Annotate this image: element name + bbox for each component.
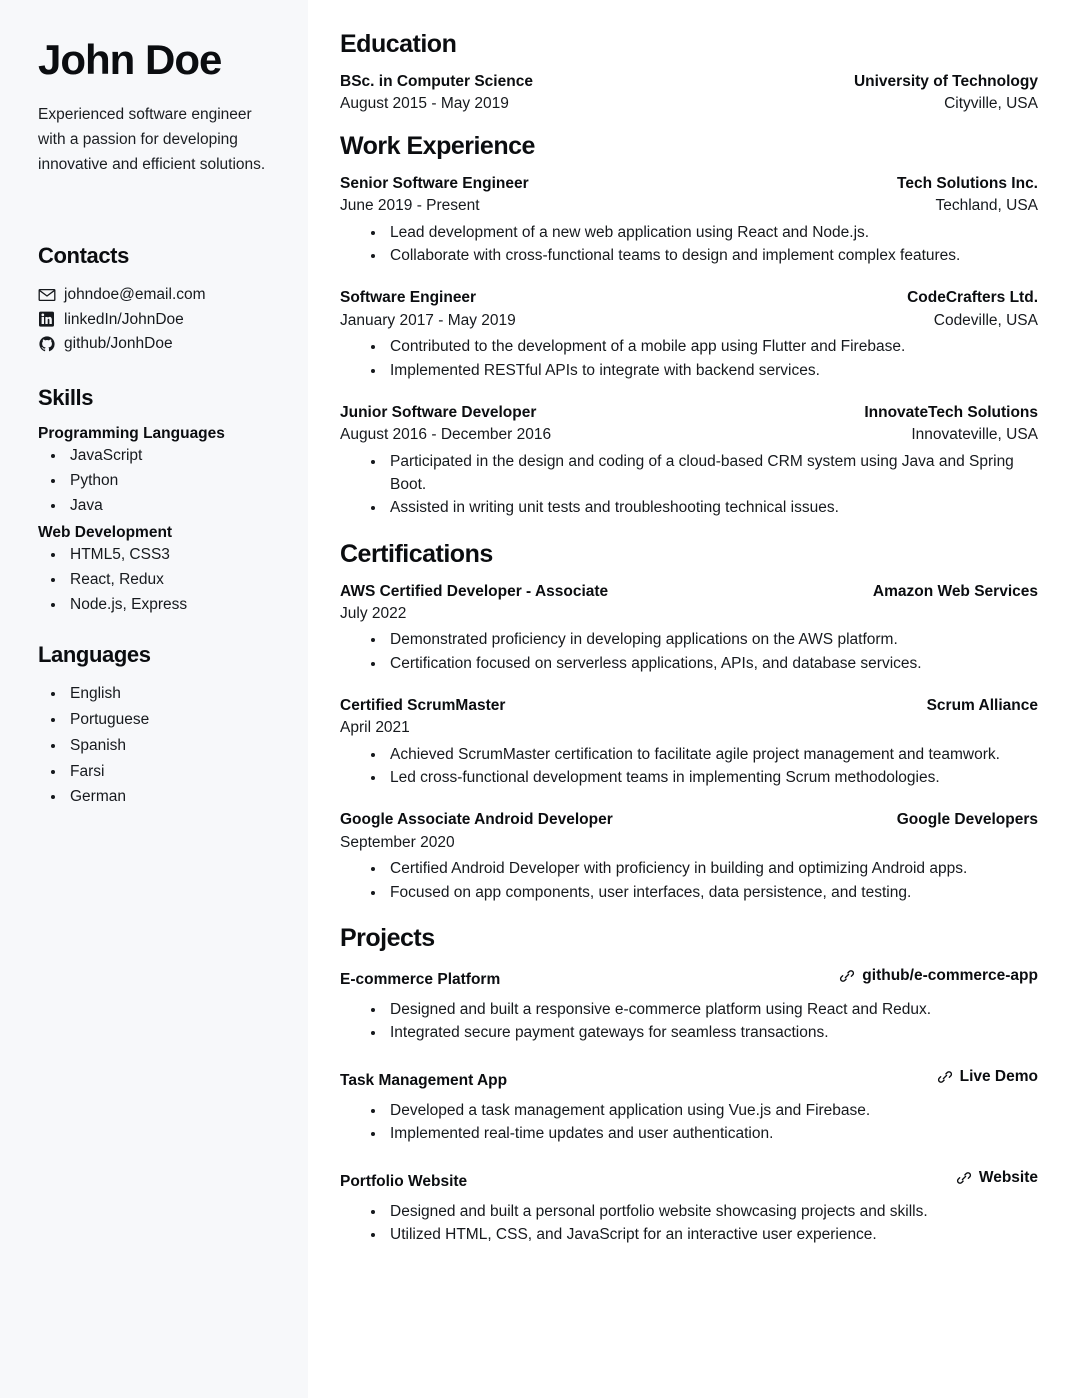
entry-title: Senior Software Engineer [340,174,529,192]
project-entry [340,1066,1038,1145]
entry-title: BSc. in Computer Science [340,73,533,90]
entry-location: Innovateville, USA [911,426,1038,444]
section-heading-work: Work Experience [340,131,535,160]
contact-label: github/JonhDoe [64,334,173,352]
entry-dates: August 2016 - December 2016 [340,426,552,444]
list-item: • Lead development of a new web application using React and Node.js. [386,221,1038,244]
project-entry [340,965,1038,1044]
entry-meta-row [340,310,1038,332]
entry-dates: January 2017 - May 2019 [340,311,516,329]
skill-list [38,543,276,616]
list-item: • Java [66,494,276,518]
skill-group [38,524,276,616]
certification-entry [340,695,1038,789]
entry-bullets [340,221,1038,268]
list-item: • Designed and built a personal portfolio website showcasing projects and skills. [386,1200,1038,1223]
project-link[interactable] [937,1066,1038,1088]
entry-bullets [340,998,1038,1045]
entry-title: Certified ScrumMaster [340,696,506,714]
main-content [308,0,1080,1398]
entry-dates: September 2020 [340,833,455,851]
section-heading-certifications: Certifications [340,539,493,568]
languages-heading: Languages [38,642,151,668]
entry-org: CodeCrafters Ltd. [907,289,1038,307]
contacts-section [38,243,276,355]
list-item: • English [66,682,276,706]
list-item: • Led cross-functional development teams in implementing Scrum methodologies. [386,766,1038,789]
entry-meta-row [340,717,1038,739]
candidate-summary: Experienced software engineer with a passion for developing innovative and efficient solutions. [38,106,266,174]
candidate-name: John Doe [38,36,222,83]
contacts-heading: Contacts [38,243,129,269]
work-entry [340,173,1038,267]
entry-meta-row [340,195,1038,217]
entry-title-row [340,581,1038,603]
list-item: • German [66,785,276,809]
entry-dates: April 2021 [340,719,410,737]
sidebar [0,0,308,1398]
list-item: • Implemented RESTful APIs to integrate with backend services. [386,359,1038,382]
entry-dates: August 2015 - May 2019 [340,95,509,113]
education-entry [340,71,1038,116]
entry-dates: July 2022 [340,604,407,622]
project-link-label: github/e-commerce-app [862,966,1038,984]
list-item: • JavaScript [66,444,276,468]
list-item: • Achieved ScrumMaster certification to facilitate agile project management and teamwork. [386,743,1038,766]
entry-title-row [340,1167,1038,1194]
entry-bullets [340,628,1038,675]
link-icon [839,968,855,984]
skill-group-title: Programming Languages [38,425,225,443]
entry-title-row [340,1066,1038,1093]
entry-meta-row [340,603,1038,625]
project-link[interactable] [839,965,1038,987]
entry-title: Software Engineer [340,289,477,307]
contact-label: johndoe@email.com [64,286,206,304]
project-link[interactable] [956,1167,1038,1189]
linkedin-icon [38,310,56,328]
entry-title-row [340,402,1038,424]
contact-item-github[interactable] [38,332,276,355]
list-item: • Certification focused on serverless applications, APIs, and database services. [386,652,1038,675]
entry-title: Junior Software Developer [340,403,537,421]
certification-entry [340,581,1038,675]
entry-title: Portfolio Website [340,1173,468,1191]
skills-section [38,385,276,616]
list-item: • React, Redux [66,568,276,592]
project-entry [340,1167,1038,1246]
section-heading-education: Education [340,30,457,58]
entry-meta-row [340,832,1038,854]
entry-org: Amazon Web Services [872,582,1038,600]
skill-group [38,425,276,517]
entry-org: Tech Solutions Inc. [897,174,1038,192]
entry-bullets [340,1099,1038,1146]
list-item: • Developed a task management application using Vue.js and Firebase. [386,1099,1038,1122]
entry-bullets [340,1200,1038,1247]
entry-dates: June 2019 - Present [340,197,480,215]
entry-title: AWS Certified Developer - Associate [340,582,609,600]
project-link-label: Live Demo [959,1068,1038,1086]
github-icon [38,335,56,353]
entry-bullets [340,450,1038,520]
skill-group-title: Web Development [38,524,173,542]
section-certifications [340,540,1038,904]
contacts-list [38,283,276,355]
section-education [340,30,1038,116]
list-item: • Contributed to the development of a mobile app using Flutter and Firebase. [386,335,1038,358]
entry-title: Google Associate Android Developer [340,811,613,829]
link-icon [956,1170,972,1186]
list-item: • Integrated secure payment gateways for seamless transactions. [386,1021,1038,1044]
list-item: • Node.js, Express [66,593,276,617]
entry-location: Codeville, USA [933,311,1038,329]
list-item: • Spanish [66,734,276,758]
entry-meta-row [340,424,1038,446]
skills-heading: Skills [38,385,94,411]
skill-list [38,444,276,517]
entry-location: Cityville, USA [944,95,1038,113]
contact-item-linkedin[interactable] [38,308,276,331]
link-icon [937,1069,953,1085]
section-work-experience [340,132,1038,520]
languages-list [38,682,276,809]
certification-entry [340,809,1038,903]
list-item: • Portuguese [66,708,276,732]
project-link-label: Website [978,1169,1038,1187]
entry-title-row [340,809,1038,831]
entry-title-row [340,71,1038,93]
list-item: • Utilized HTML, CSS, and JavaScript for an interactive user experience. [386,1223,1038,1246]
list-item: • Focused on app components, user interfaces, data persistence, and testing. [386,881,1038,904]
entry-bullets [340,857,1038,904]
entry-title-row [340,287,1038,309]
work-entry [340,402,1038,520]
list-item: • Python [66,469,276,493]
entry-org: University of Technology [853,73,1038,90]
list-item: • Participated in the design and coding of a cloud-based CRM system using Java and Spring Boot. [386,450,1038,497]
contact-label: linkedIn/JohnDoe [64,310,184,328]
section-heading-projects: Projects [340,923,435,952]
list-item: • Assisted in writing unit tests and troubleshooting technical issues. [386,496,1038,519]
contact-item-email[interactable] [38,283,276,306]
entry-title: Task Management App [340,1072,508,1090]
entry-title-row [340,965,1038,992]
entry-bullets [340,335,1038,382]
entry-org: Google Developers [896,811,1038,829]
work-entry [340,287,1038,381]
entry-org: InnovateTech Solutions [864,403,1038,421]
list-item: • Collaborate with cross-functional teams to design and implement complex features. [386,244,1038,267]
list-item: • Demonstrated proficiency in developing applications on the AWS platform. [386,628,1038,651]
list-item: • Certified Android Developer with proficiency in building and optimizing Android apps. [386,857,1038,880]
entry-title: E-commerce Platform [340,971,501,989]
list-item: • Designed and built a responsive e-commerce platform using React and Redux. [386,998,1038,1021]
section-projects [340,924,1038,1247]
list-item: • Farsi [66,760,276,784]
entry-bullets [340,743,1038,790]
entry-location: Techland, USA [935,197,1038,215]
entry-title-row [340,695,1038,717]
entry-org: Scrum Alliance [926,696,1038,714]
list-item: • HTML5, CSS3 [66,543,276,567]
entry-title-row [340,173,1038,195]
entry-meta-row [340,93,1038,115]
languages-section [38,642,276,809]
envelope-icon [38,286,56,304]
list-item: • Implemented real-time updates and user authentication. [386,1122,1038,1145]
